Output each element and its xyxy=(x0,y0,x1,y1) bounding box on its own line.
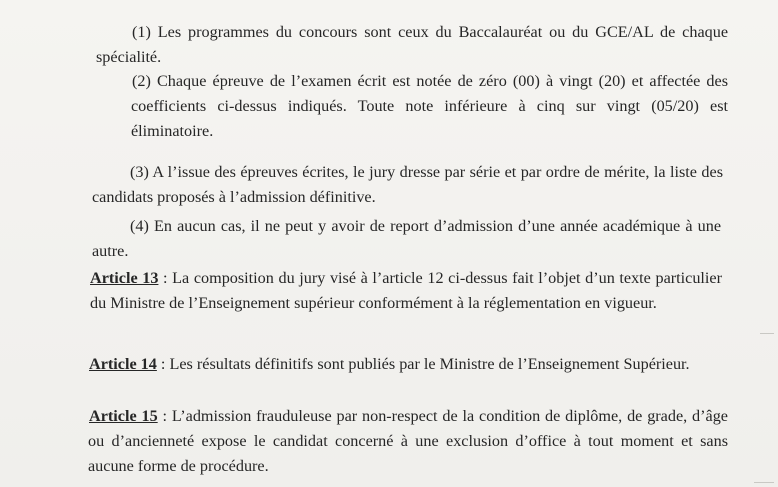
article-14-text-1: : Les résultats définitifs sont publiés par le Ministre de l’Enseignement Supérieur. xyxy=(156,355,690,373)
paragraph-1-line-1: (1) Les programmes du concours sont ceux du Baccalauréat ou du GCE/AL de chaque xyxy=(132,23,728,41)
article-15-label: Article 15 xyxy=(89,407,158,425)
scan-mark xyxy=(754,482,774,483)
paragraph-2 xyxy=(131,69,728,144)
paragraph-4-line-2: autre. xyxy=(92,242,129,260)
article-14-line-1 xyxy=(89,352,729,377)
article-14-label: Article 14 xyxy=(89,355,157,373)
article-13-line-2: du Ministre de l’Enseignement supérieur conformément à la réglementation en vigueur. xyxy=(90,294,657,312)
article-15-line-2: ou d’ancienneté expose le candidat concerné à une exclusion d’office à tout moment et sans xyxy=(88,432,728,450)
article-15-line-3: aucune forme de procédure. xyxy=(88,457,269,475)
article-15-line-1 xyxy=(89,404,728,429)
scan-mark xyxy=(760,333,774,334)
article-15 xyxy=(88,404,728,479)
article-13-text-1: : La composition du jury visé à l’article 12 ci-dessus fait l’objet d’un texte particulier xyxy=(158,269,722,287)
paragraph-4-line-1: (4) En aucun cas, il ne peut y avoir de report d’admission d’une année académique à une xyxy=(130,217,721,235)
paragraph-1 xyxy=(96,20,728,70)
paragraph-1-line-2: spécialité. xyxy=(96,48,162,66)
article-15-text-1: : L’admission frauduleuse par non-respect de la condition de diplôme, de grade, d’âge xyxy=(157,407,728,425)
paragraph-4 xyxy=(92,214,721,264)
article-13-label: Article 13 xyxy=(90,269,159,287)
paragraph-3-line-2: candidats proposés à l’admission définitive. xyxy=(92,188,376,206)
paragraph-3-line-1: (3) A l’issue des épreuves écrites, le jury dresse par série et par ordre de mérite, la liste des xyxy=(130,163,723,181)
article-13 xyxy=(90,266,722,316)
paragraph-2-line-2: coefficients ci-dessus indiqués. Toute note inférieure à cinq sur vingt (05/20) est xyxy=(131,97,728,115)
paragraph-2-line-3: éliminatoire. xyxy=(131,122,214,140)
article-14 xyxy=(89,352,729,377)
paragraph-2-line-1: (2) Chaque épreuve de l’examen écrit est notée de zéro (00) à vingt (20) et affectée des xyxy=(132,72,728,90)
article-13-line-1 xyxy=(90,266,722,291)
paragraph-3 xyxy=(92,160,723,210)
